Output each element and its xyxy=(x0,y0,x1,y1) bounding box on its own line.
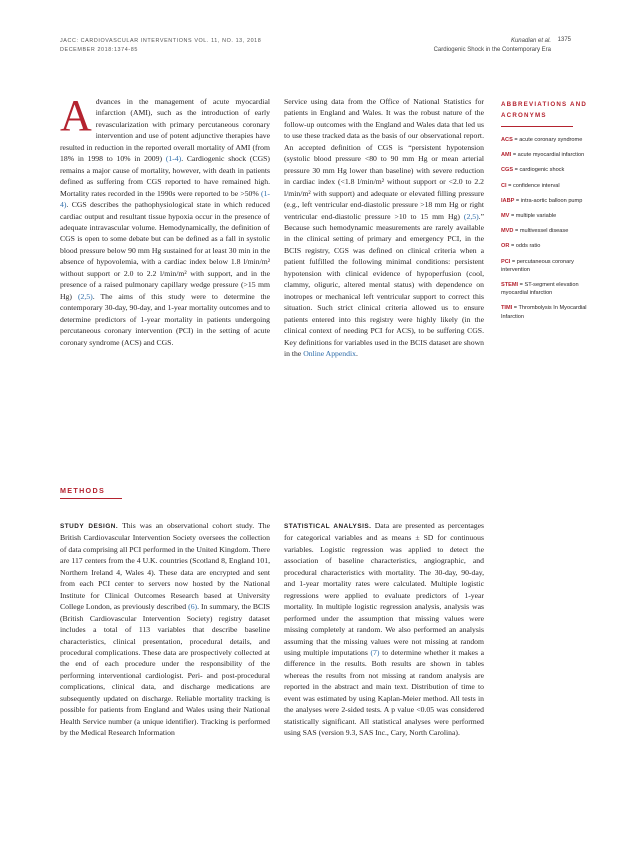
abbreviation-separator: = xyxy=(513,167,520,174)
definition-text-2: .” Because such hemodynamic measurements are rarely available in the clinical setting of primary and emergency PCI, in the BCIS registry, CGS was defined on clinical criteria when a patient fulfilled the following minimal conditions: persistent hypotension with clinical evidence of hypoperfusion (cool, clammy, oliguric, altered mental status) with dependence on inotropes or mechanical left ventricular support to correct this situation. Such strict clinical criteria allowed us to ensure patients entered into this registry were highly likely (in the clinical context of needing PCI for ACS), to be suffering CGS. Key definitions for variables used in the BCIS dataset are shown in the xyxy=(284,211,484,358)
abbreviation-separator: = xyxy=(512,305,519,312)
abbreviation-term: STEMI xyxy=(501,282,519,289)
abbreviation-term: OR xyxy=(501,243,510,250)
abbreviation-definition: Thrombolysis In Myocardial Infarction xyxy=(501,305,587,320)
running-authors: Kunadian et al. xyxy=(510,38,551,44)
abbreviation-item xyxy=(501,166,593,174)
abbreviation-item xyxy=(501,227,593,235)
abbreviation-separator: = xyxy=(513,228,520,235)
study-design-paragraph xyxy=(60,520,270,739)
citation-link[interactable]: (7) xyxy=(370,647,380,657)
statistical-paragraph xyxy=(284,520,484,739)
abbreviation-definition: multiple variable xyxy=(515,213,557,220)
abbreviation-term: PCI xyxy=(501,258,511,265)
study-design-text-1: This was an observational cohort study. The British Cardiovascular Intervention Society oversees the collection of data comprising all PCI performed in the United Kingdom. There are 117 centers from the 4 U.K. countries (Scotland 8, England 101, Northern Ireland 4, Wales 4). These data are encrypted and sent from each PCI center to servers now hosted by the National Institute for Clinical Outcomes Research based at University College London, as previously described xyxy=(60,521,270,612)
abbreviation-item xyxy=(501,281,593,297)
drop-cap: A xyxy=(60,91,92,140)
abbreviation-separator: = xyxy=(514,197,521,204)
abbreviation-definition: percutaneous coronary intervention xyxy=(501,258,574,273)
statistical-analysis-section xyxy=(284,520,484,739)
abbreviation-term: IABP xyxy=(501,197,515,204)
abbreviation-item xyxy=(501,197,593,205)
citation-link[interactable]: (1-4) xyxy=(60,188,270,210)
study-design-heading: STUDY DESIGN. xyxy=(60,523,119,530)
methods-rule xyxy=(60,498,122,499)
methods-heading xyxy=(60,486,270,499)
online-appendix-link[interactable]: Online Appendix xyxy=(303,348,356,358)
abbreviation-item xyxy=(501,242,593,250)
abbreviations-rule xyxy=(501,126,573,127)
abbreviation-item xyxy=(501,182,593,190)
abbreviation-definition: odds ratio xyxy=(515,243,541,250)
abbreviation-item xyxy=(501,212,593,220)
abbreviation-separator: = xyxy=(510,258,517,265)
intro-text-3: . CGS describes the pathophysiological state in which reduced cardiac output and resultant tissue hypoxia occur in the presence of adequate intravascular volume. Hemodynamically, the definition of CGS is open to some debate but can be defined as a fall in systolic blood pressure below 90 mm Hg sustained for at least 30 min in the absence of hypovolemia, with a cardiac index below 1.8 l/min/m² without support or 2.0 to 2.2 l/min/m² with support, and in the presence of a raised pulmonary capillary wedge pressure (>15 mm Hg) xyxy=(60,200,270,301)
running-header-left xyxy=(60,37,261,55)
abbreviation-item xyxy=(501,258,593,274)
running-header-right xyxy=(434,37,551,55)
abbreviation-term: CI xyxy=(501,182,507,189)
abbreviation-separator: = xyxy=(509,243,516,250)
citation-link[interactable]: (1-4) xyxy=(165,154,182,164)
abbreviation-term: AMI xyxy=(501,152,512,159)
abbreviation-separator: = xyxy=(509,213,516,220)
abbreviation-definition: multivessel disease xyxy=(519,228,569,235)
abbreviation-definition: cardiogenic shock xyxy=(519,167,565,174)
statistical-analysis-heading: STATISTICAL ANALYSIS. xyxy=(284,523,372,530)
abbreviation-definition: acute coronary syndrome xyxy=(519,137,583,143)
abbreviation-item xyxy=(501,136,593,144)
abbreviations-title: ABBREVIATIONS AND ACRONYMS xyxy=(501,101,588,119)
abbreviation-definition: confidence interval xyxy=(512,182,560,189)
intro-text-4: . The aims of this study were to determine the contemporary 30-day, 90-day, and 1-year mortality outcomes and to determine predictors of 1-year mortality in patients undergoing percutaneous coronary intervention (PCI) in the setting of acute coronary syndrome (ACS) and CGS. xyxy=(60,291,270,347)
study-design-text-2: . In summary, the BCIS (British Cardiovascular Intervention Society) registry dataset includes a total of 113 variables that describe baseline characteristics, clinical presentation, procedural details, and procedural complications. These data are prospectively collected at the end of each procedure under the responsibility of the performing interventional cardiologist. Peri- and post-procedural complications, clinical data, and discharge medications are subsequently updated on discharge. Reliable mortality tracking is possible for patients from England and Wales using their National Health Service number (a unique identifier). Tracking is performed by the Medical Research Information xyxy=(60,602,271,738)
running-title: Cardiogenic Shock in the Contemporary Era xyxy=(433,47,551,53)
issue-date-pages: DECEMBER 2018:1374-85 xyxy=(60,47,138,53)
abbreviation-definition: ST-segment elevation myocardial infarction xyxy=(501,282,579,297)
abbreviation-separator: = xyxy=(511,152,518,159)
abbreviation-term: MV xyxy=(501,213,510,220)
abbreviation-term: MVD xyxy=(501,228,514,235)
intro-column xyxy=(60,91,270,348)
definition-column xyxy=(284,96,484,359)
definition-text-3: . xyxy=(355,348,358,358)
statistical-text-2: to determine whether it makes a difference in the results. Both results are shown in tables whereas the results from not missing at random analysis are reported in the abstract and main text. Distribution of time to event was estimated by using Kaplan-Meier method. All tests in the analyses were 2-sided tests. A p value <0.05 was considered statistically significant. All statistical analyses were performed using SAS (version 9.3, SAS Inc., Cary, North Carolina). xyxy=(284,647,484,738)
intro-paragraph xyxy=(60,91,270,348)
abbreviation-item xyxy=(501,151,593,159)
citation-link[interactable]: (2,5) xyxy=(77,291,93,301)
abbreviation-separator: = xyxy=(506,182,513,189)
statistical-text-1: Data are presented as percentages for categorical variables and as means ± SD for continuous variables. Logistic regression was applied to detect the association of baseline characteristics, angiographic, and procedural characteristics with mortality. The 30-day, 90-day, and 1-year mortality rates were calculated. Multiple logistic regressions were applied to evaluate predictors of 1-year mortality. In multiple logistic regression analysis, analysis was performed under the assumption that missing values were missing completely at random. We also performed an analysis assuming that the missing values were not missing at random using multiple imputations xyxy=(284,521,484,657)
abbreviation-term: CGS xyxy=(501,167,514,174)
abbreviation-item xyxy=(501,304,593,320)
abbreviation-definition: acute myocardial infarction xyxy=(517,152,585,159)
study-design-section xyxy=(60,520,270,739)
intro-text-1: dvances in the management of acute myocardial infarction (AMI), such as the introduction of early revascularization with primary percutaneous coronary intervention and use of potent adjunctive therapies have resulted in reduction in the reported overall mortality of AMI (from 18% in 1998 to 10% in 2009) xyxy=(60,97,270,164)
abbreviation-separator: = xyxy=(512,137,520,143)
page-number: 1375 xyxy=(557,37,571,43)
definition-text-1: Service using data from the Office of National Statistics for patients in England and Wales. It was the robust nature of the follow-up outcomes with the England and Wales data that led us to use these tracked data as the basis of our observational report. An accepted definition of CGS is “persistent hypotension (systolic blood pressure <80 to 90 mm Hg or mean arterial pressure 30 mm Hg lower than baseline) with severe reduction in cardiac index (<1.8 l/min/m² without support or <2.0 to 2.2 l/min/m² with support) and adequate or elevated filling pressure (e.g., left ventricular end-diastolic pressure >18 mm Hg or right ventricular end-diastolic pressure >10 to 15 mm Hg) xyxy=(284,97,484,221)
abbreviation-term: ACS xyxy=(501,137,513,143)
abbreviation-separator: = xyxy=(518,282,525,289)
abbreviations-list xyxy=(501,136,593,321)
abbreviations-sidebar xyxy=(501,99,593,328)
methods-label: METHODS xyxy=(60,486,106,495)
abbreviation-term: TIMI xyxy=(501,305,513,312)
citation-link[interactable]: (6) xyxy=(188,602,198,612)
intro-text-2: . Cardiogenic shock (CGS) remains a major cause of mortality, however, with death in patients defined as suffering from CGS reported to have remained high. Mortality rates recorded in the 1990s were reported to be >50% xyxy=(60,154,270,198)
citation-link[interactable]: (2,5) xyxy=(463,211,479,221)
definition-paragraph xyxy=(284,96,484,359)
journal-info: JACC: CARDIOVASCULAR INTERVENTIONS VOL. 11, NO. 13, 2018 xyxy=(60,38,262,44)
abbreviation-definition: intra-aortic balloon pump xyxy=(520,197,583,204)
